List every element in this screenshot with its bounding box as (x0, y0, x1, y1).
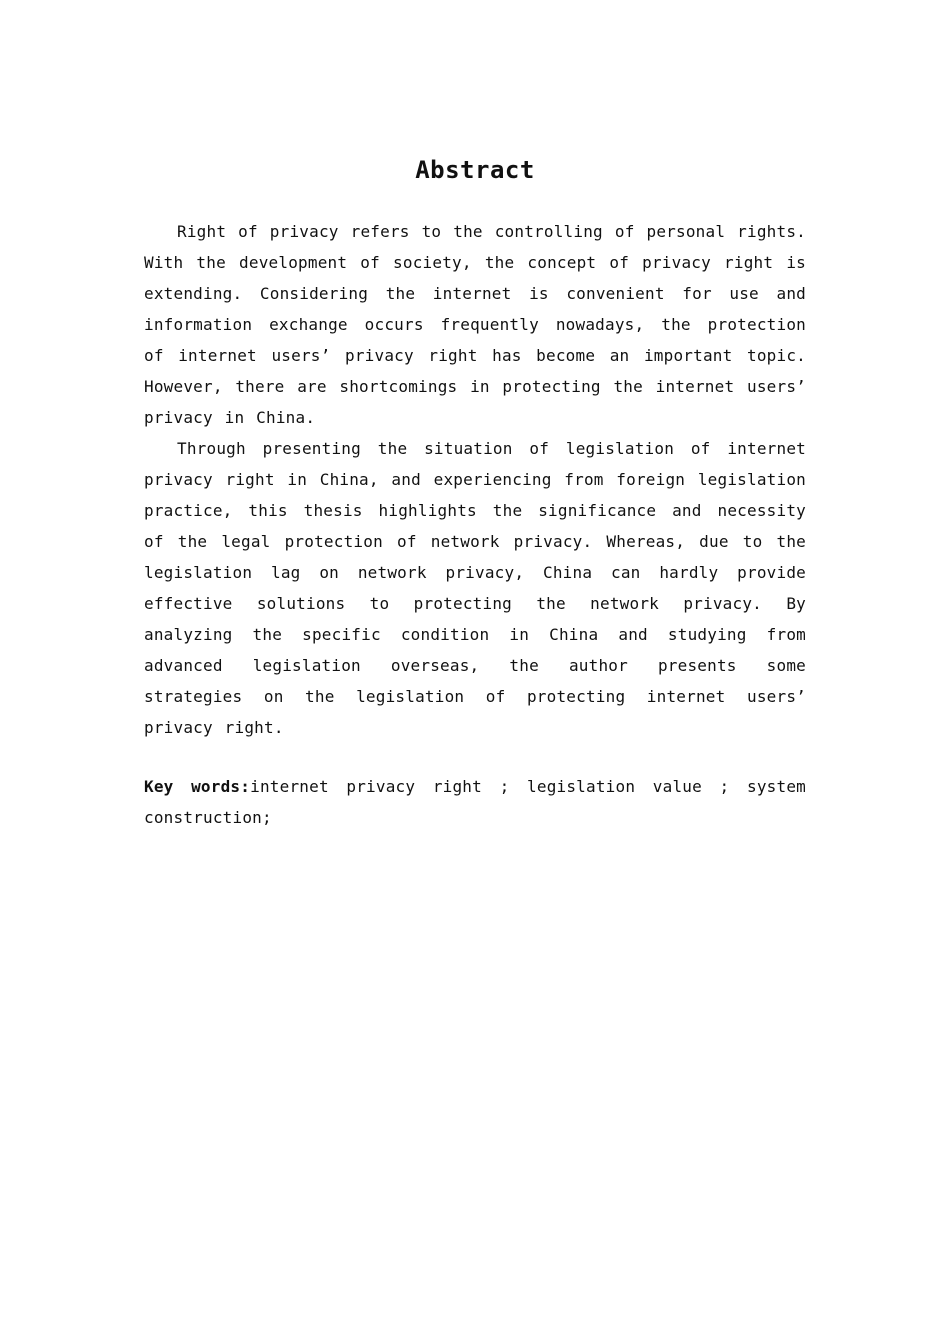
abstract-paragraph-2: Through presenting the situation of legislation of internet privacy right in China, and experiencing from foreign legislation practice, this thesis highlights the significance and necessity of the legal protection of network privacy. Whereas, due to the legislation lag on network privacy, China can hardly provide effective solutions to protecting the network privacy. By analyzing the specific condition in China and studying from advanced legislation overseas, the author presents some strategies on the legislation of protecting internet users’ privacy right. (144, 439, 806, 737)
abstract-paragraph-1: Right of privacy refers to the controlling of personal rights. With the development of society, the concept of privacy right is extending. Considering the internet is convenient for use and information exchange occurs frequently nowadays, the protection of internet users’ privacy right has become an important topic. However, there are shortcomings in protecting the internet users’ privacy in China. (144, 222, 806, 427)
keywords-label: Key words: (144, 777, 251, 796)
abstract-title: Abstract (415, 156, 535, 184)
keywords-line (144, 771, 806, 833)
abstract-section (144, 150, 806, 833)
keywords-text: internet privacy right ; legislation value ; system construction; (144, 777, 806, 827)
